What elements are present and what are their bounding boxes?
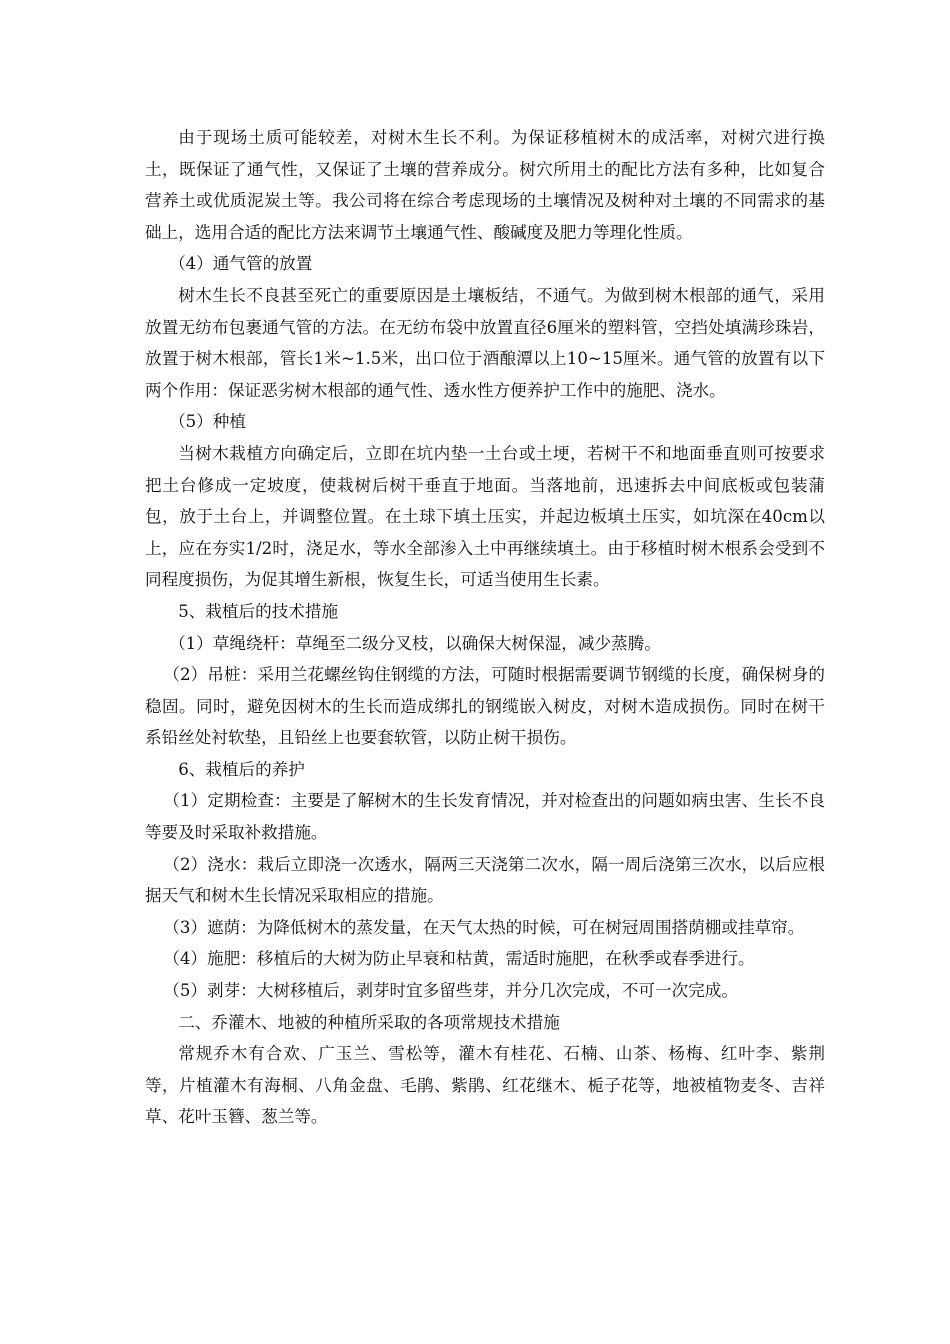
paragraph-regular-inspection: （1）定期检查：主要是了解树木的生长发育情况，并对检查出的问题如病虫害、生长不良等要及时采取补救措施。 xyxy=(145,791,825,843)
paragraph-watering: （2）浇水：栽后立即浇一次透水，隔两三天浇第二次水，隔一周后浇第三次水，以后应根据天气和树木生长情况采取相应的措施。 xyxy=(145,854,825,906)
paragraph-fertilizing: （4）施肥：移植后的大树为防止早衰和枯黄，需适时施肥，在秋季或春季进行。 xyxy=(163,949,755,969)
paragraph-straw-rope: （1）草绳绕杆：草绳至二级分叉枝，以确保大树保湿，减少蒸腾。 xyxy=(169,633,661,653)
paragraph-hanging-stake: （2）吊桩：采用兰花螺丝钩住钢缆的方法，可随时根据需要调节钢缆的长度，确保树身的稳固。同时，避免因树木的生长而造成绑扎的钢缆嵌入树皮，对树木造成损伤。同时在树干系铅丝处衬软垫，且铅丝上也要套软管，以防止树干损伤。 xyxy=(145,665,825,748)
heading-post-planting-care: 6、栽植后的养护 xyxy=(178,759,305,779)
heading-post-planting-measures: 5、栽植后的技术措施 xyxy=(178,601,339,621)
paragraph-planting: 当树木栽植方向确定后，立即在坑内垫一土台或土埂，若树干不和地面垂直则可按要求把土台修成一定坡度，使栽树后树干垂直于地面。当落地前，迅速拆去中间底板或包装蒲包，放于土台上，并调整位置。在土球下填土压实，并起边板填土压实，如坑深在40cm以上，应在夯实1/2时，浇足水，等水全部渗入土中再继续填土。由于移植时树木根系会受到不同程度损伤，为促其增生新根，恢复生长，可适当使用生长素。 xyxy=(145,443,825,590)
document-body xyxy=(145,122,825,1133)
paragraph-ventilation-pipe: 树木生长不良甚至死亡的重要原因是土壤板结，不通气。为做到树木根部的通气，采用放置无纺布包裹通气管的方法。在无纺布袋中放置直径6厘米的塑料管，空挡处填满珍珠岩，放置于树木根部，管长1米~1.5米，出口位于酒酿潭以上10~15厘米。通气管的放置有以下两个作用：保证恶劣树木根部的通气性、透水性方便养护工作中的施肥、浇水。 xyxy=(145,285,825,400)
heading-shrub-ground-cover-measures: 二、乔灌木、地被的种植所采取的各项常规技术措施 xyxy=(178,1012,560,1032)
paragraph-soil-replacement: 由于现场土质可能较差，对树木生长不利。为保证移植树木的成活率，对树穴进行换土，既保证了通气性，又保证了土壤的营养成分。树穴所用土的配比方法有多种，比如复合营养土或优质泥炭土等。我公司将在综合考虑现场的土壤情况及树种对土壤的不同需求的基础上，选用合适的配比方法来调节土壤通气性、酸碱度及肥力等理化性质。 xyxy=(145,128,825,242)
heading-ventilation-pipe: （4）通气管的放置 xyxy=(169,254,313,274)
paragraph-bud-stripping: （5）剥芽：大树移植后，剥芽时宜多留些芽，并分几次完成，不可一次完成。 xyxy=(163,981,738,1001)
paragraph-common-species: 常规乔木有合欢、广玉兰、雪松等，灌木有桂花、石楠、山茶、杨梅、红叶李、紫荆等，片植灌木有海桐、八角金盘、毛鹃、紫鹃、红花继木、栀子花等，地被植物麦冬、吉祥草、花叶玉簪、葱兰等。 xyxy=(145,1044,825,1127)
heading-planting: （5）种植 xyxy=(169,412,246,432)
paragraph-shading: （3）遮荫：为降低树木的蒸发量，在天气太热的时候，可在树冠周围搭荫棚或挂草帘。 xyxy=(163,917,805,937)
